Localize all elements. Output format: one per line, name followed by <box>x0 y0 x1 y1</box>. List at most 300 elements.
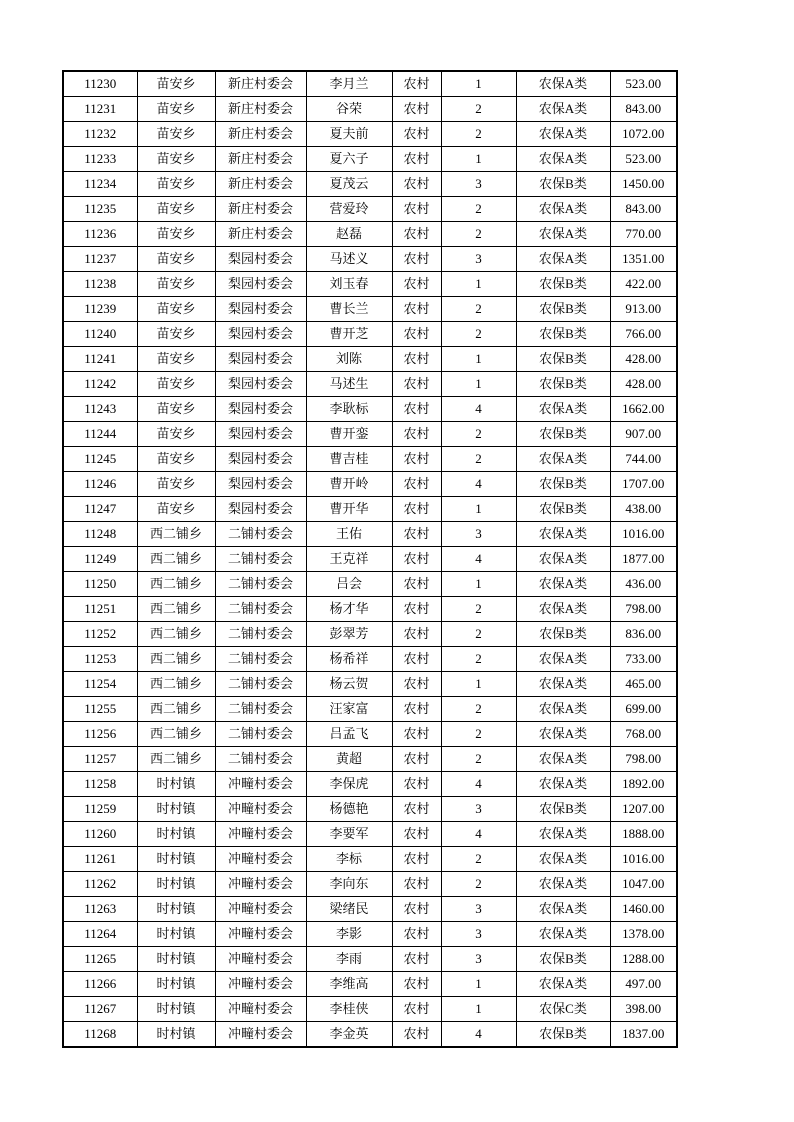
table-cell: 新庄村委会 <box>215 122 306 147</box>
table-cell: 新庄村委会 <box>215 71 306 97</box>
table-cell: 农保A类 <box>516 747 610 772</box>
table-cell: 二铺村委会 <box>215 522 306 547</box>
table-cell: 时村镇 <box>137 1022 215 1048</box>
table-cell: 苗安乡 <box>137 322 215 347</box>
table-row <box>63 372 677 397</box>
table-cell: 农保A类 <box>516 722 610 747</box>
table-cell: 4 <box>441 397 516 422</box>
table-cell: 2 <box>441 847 516 872</box>
table-cell: 农村 <box>392 722 441 747</box>
table-cell: 843.00 <box>610 97 677 122</box>
table-cell: 11253 <box>63 647 137 672</box>
table-row <box>63 872 677 897</box>
table-cell: 农保A类 <box>516 247 610 272</box>
table-cell: 1207.00 <box>610 797 677 822</box>
table-cell: 西二铺乡 <box>137 572 215 597</box>
table-cell: 523.00 <box>610 147 677 172</box>
table-cell: 3 <box>441 947 516 972</box>
table-row <box>63 972 677 997</box>
table-cell: 436.00 <box>610 572 677 597</box>
table-cell: 11248 <box>63 522 137 547</box>
table-cell: 曹开岭 <box>306 472 392 497</box>
table-cell: 新庄村委会 <box>215 222 306 247</box>
table-cell: 11262 <box>63 872 137 897</box>
table-cell: 农保A类 <box>516 547 610 572</box>
table-cell: 西二铺乡 <box>137 647 215 672</box>
table-row <box>63 147 677 172</box>
table-cell: 王佑 <box>306 522 392 547</box>
table-cell: 农保A类 <box>516 147 610 172</box>
table-cell: 11258 <box>63 772 137 797</box>
table-cell: 11260 <box>63 822 137 847</box>
table-cell: 农保B类 <box>516 497 610 522</box>
table-row <box>63 772 677 797</box>
table-row <box>63 122 677 147</box>
table-cell: 1288.00 <box>610 947 677 972</box>
table-cell: 二铺村委会 <box>215 597 306 622</box>
table-cell: 11246 <box>63 472 137 497</box>
table-cell: 农保B类 <box>516 622 610 647</box>
table-row <box>63 947 677 972</box>
table-cell: 冲疃村委会 <box>215 872 306 897</box>
table-cell: 11250 <box>63 572 137 597</box>
table-row <box>63 997 677 1022</box>
table-cell: 1460.00 <box>610 897 677 922</box>
table-cell: 农保A类 <box>516 222 610 247</box>
table-cell: 2 <box>441 122 516 147</box>
table-cell: 11254 <box>63 672 137 697</box>
table-cell: 苗安乡 <box>137 247 215 272</box>
table-cell: 农保B类 <box>516 297 610 322</box>
table-cell: 西二铺乡 <box>137 697 215 722</box>
table-cell: 时村镇 <box>137 822 215 847</box>
table-cell: 农保A类 <box>516 572 610 597</box>
table-cell: 新庄村委会 <box>215 197 306 222</box>
table-cell: 农村 <box>392 347 441 372</box>
table-cell: 李维高 <box>306 972 392 997</box>
table-cell: 11238 <box>63 272 137 297</box>
table-cell: 冲疃村委会 <box>215 947 306 972</box>
table-cell: 11234 <box>63 172 137 197</box>
table-cell: 王克祥 <box>306 547 392 572</box>
table-cell: 冲疃村委会 <box>215 897 306 922</box>
table-cell: 4 <box>441 1022 516 1048</box>
table-cell: 农村 <box>392 122 441 147</box>
table-cell: 农保A类 <box>516 122 610 147</box>
table-cell: 农村 <box>392 772 441 797</box>
table-cell: 2 <box>441 222 516 247</box>
table-cell: 422.00 <box>610 272 677 297</box>
table-cell: 农保A类 <box>516 522 610 547</box>
table-row <box>63 797 677 822</box>
table-cell: 2 <box>441 197 516 222</box>
table-cell: 913.00 <box>610 297 677 322</box>
table-row <box>63 497 677 522</box>
table-cell: 杨德艳 <box>306 797 392 822</box>
table-cell: 2 <box>441 597 516 622</box>
table-cell: 2 <box>441 872 516 897</box>
table-cell: 农保A类 <box>516 397 610 422</box>
table-cell: 农保A类 <box>516 197 610 222</box>
table-cell: 黄超 <box>306 747 392 772</box>
table-cell: 吕会 <box>306 572 392 597</box>
table-cell: 李标 <box>306 847 392 872</box>
table-cell: 夏夫前 <box>306 122 392 147</box>
table-cell: 11236 <box>63 222 137 247</box>
table-cell: 1 <box>441 497 516 522</box>
table-cell: 2 <box>441 622 516 647</box>
table-cell: 农村 <box>392 297 441 322</box>
table-cell: 11237 <box>63 247 137 272</box>
table-cell: 398.00 <box>610 997 677 1022</box>
table-cell: 农村 <box>392 197 441 222</box>
table-cell: 农村 <box>392 372 441 397</box>
table-cell: 西二铺乡 <box>137 622 215 647</box>
table-cell: 798.00 <box>610 747 677 772</box>
table-cell: 冲疃村委会 <box>215 772 306 797</box>
table-cell: 1 <box>441 672 516 697</box>
table-row <box>63 272 677 297</box>
table-cell: 李保虎 <box>306 772 392 797</box>
table-cell: 李耿标 <box>306 397 392 422</box>
table-body <box>63 71 677 1047</box>
table-cell: 11240 <box>63 322 137 347</box>
table-cell: 时村镇 <box>137 997 215 1022</box>
table-cell: 梨园村委会 <box>215 447 306 472</box>
table-cell: 冲疃村委会 <box>215 847 306 872</box>
table-cell: 11268 <box>63 1022 137 1048</box>
table-row <box>63 622 677 647</box>
table-cell: 11249 <box>63 547 137 572</box>
table-cell: 新庄村委会 <box>215 172 306 197</box>
table-cell: 11232 <box>63 122 137 147</box>
table-row <box>63 922 677 947</box>
table-cell: 苗安乡 <box>137 71 215 97</box>
table-cell: 刘玉春 <box>306 272 392 297</box>
table-cell: 苗安乡 <box>137 497 215 522</box>
table-cell: 4 <box>441 822 516 847</box>
table-cell: 497.00 <box>610 972 677 997</box>
table-cell: 苗安乡 <box>137 147 215 172</box>
table-cell: 二铺村委会 <box>215 647 306 672</box>
table-cell: 苗安乡 <box>137 447 215 472</box>
table-cell: 二铺村委会 <box>215 622 306 647</box>
table-cell: 农村 <box>392 847 441 872</box>
table-row <box>63 722 677 747</box>
table-cell: 1 <box>441 147 516 172</box>
table-cell: 农村 <box>392 147 441 172</box>
table-cell: 2 <box>441 447 516 472</box>
table-cell: 农保A类 <box>516 847 610 872</box>
table-cell: 时村镇 <box>137 947 215 972</box>
table-row <box>63 822 677 847</box>
table-row <box>63 197 677 222</box>
table-cell: 曹开华 <box>306 497 392 522</box>
table-cell: 时村镇 <box>137 872 215 897</box>
table-cell: 杨才华 <box>306 597 392 622</box>
table-cell: 农村 <box>392 322 441 347</box>
table-cell: 11243 <box>63 397 137 422</box>
table-cell: 11256 <box>63 722 137 747</box>
table-row <box>63 747 677 772</box>
table-cell: 梨园村委会 <box>215 372 306 397</box>
table-cell: 11264 <box>63 922 137 947</box>
table-row <box>63 697 677 722</box>
table-cell: 时村镇 <box>137 797 215 822</box>
table-cell: 营爱玲 <box>306 197 392 222</box>
table-cell: 农村 <box>392 972 441 997</box>
table-cell: 汪家富 <box>306 697 392 722</box>
table-cell: 冲疃村委会 <box>215 972 306 997</box>
table-cell: 刘陈 <box>306 347 392 372</box>
table-cell: 438.00 <box>610 497 677 522</box>
table-cell: 770.00 <box>610 222 677 247</box>
table-cell: 3 <box>441 897 516 922</box>
table-cell: 农村 <box>392 572 441 597</box>
table-cell: 冲疃村委会 <box>215 797 306 822</box>
table-cell: 农保A类 <box>516 447 610 472</box>
table-cell: 农村 <box>392 97 441 122</box>
table-cell: 二铺村委会 <box>215 747 306 772</box>
table-row <box>63 97 677 122</box>
table-cell: 1378.00 <box>610 922 677 947</box>
table-cell: 曹开銮 <box>306 422 392 447</box>
table-cell: 二铺村委会 <box>215 722 306 747</box>
table-cell: 11251 <box>63 597 137 622</box>
table-cell: 农村 <box>392 622 441 647</box>
table-cell: 11235 <box>63 197 137 222</box>
table-cell: 1016.00 <box>610 847 677 872</box>
table-cell: 梨园村委会 <box>215 297 306 322</box>
table-cell: 3 <box>441 922 516 947</box>
table-cell: 1072.00 <box>610 122 677 147</box>
table-row <box>63 172 677 197</box>
table-cell: 农村 <box>392 997 441 1022</box>
table-cell: 1877.00 <box>610 547 677 572</box>
table-cell: 1351.00 <box>610 247 677 272</box>
table-cell: 农村 <box>392 697 441 722</box>
table-row <box>63 447 677 472</box>
table-cell: 2 <box>441 422 516 447</box>
table-cell: 1892.00 <box>610 772 677 797</box>
table-cell: 农村 <box>392 872 441 897</box>
table-cell: 曹开芝 <box>306 322 392 347</box>
table-cell: 苗安乡 <box>137 172 215 197</box>
table-cell: 梨园村委会 <box>215 347 306 372</box>
table-cell: 时村镇 <box>137 972 215 997</box>
table-cell: 农村 <box>392 222 441 247</box>
table-cell: 农保A类 <box>516 972 610 997</box>
table-cell: 农保A类 <box>516 97 610 122</box>
table-cell: 李金英 <box>306 1022 392 1048</box>
table-row <box>63 897 677 922</box>
table-cell: 新庄村委会 <box>215 147 306 172</box>
table-cell: 农保B类 <box>516 947 610 972</box>
table-cell: 西二铺乡 <box>137 547 215 572</box>
table-cell: 农保B类 <box>516 347 610 372</box>
table-cell: 农村 <box>392 547 441 572</box>
table-cell: 农保A类 <box>516 647 610 672</box>
table-row <box>63 547 677 572</box>
table-cell: 1 <box>441 71 516 97</box>
table-cell: 农村 <box>392 922 441 947</box>
table-cell: 梁绪民 <box>306 897 392 922</box>
table-cell: 农保A类 <box>516 71 610 97</box>
table-cell: 农保B类 <box>516 1022 610 1048</box>
table-cell: 1016.00 <box>610 522 677 547</box>
table-cell: 曹吉桂 <box>306 447 392 472</box>
table-cell: 11263 <box>63 897 137 922</box>
table-cell: 3 <box>441 247 516 272</box>
table-cell: 1662.00 <box>610 397 677 422</box>
table-cell: 西二铺乡 <box>137 597 215 622</box>
table-cell: 843.00 <box>610 197 677 222</box>
table-cell: 11266 <box>63 972 137 997</box>
table-cell: 梨园村委会 <box>215 422 306 447</box>
table-cell: 时村镇 <box>137 847 215 872</box>
table-cell: 农村 <box>392 797 441 822</box>
table-cell: 4 <box>441 772 516 797</box>
table-cell: 谷荣 <box>306 97 392 122</box>
table-cell: 907.00 <box>610 422 677 447</box>
table-cell: 二铺村委会 <box>215 697 306 722</box>
table-cell: 1837.00 <box>610 1022 677 1048</box>
table-cell: 马述义 <box>306 247 392 272</box>
table-cell: 赵磊 <box>306 222 392 247</box>
table-cell: 二铺村委会 <box>215 547 306 572</box>
table-cell: 苗安乡 <box>137 197 215 222</box>
table-cell: 465.00 <box>610 672 677 697</box>
table-cell: 农村 <box>392 71 441 97</box>
table-cell: 李向东 <box>306 872 392 897</box>
table-cell: 4 <box>441 547 516 572</box>
table-cell: 时村镇 <box>137 897 215 922</box>
table-cell: 彭翠芳 <box>306 622 392 647</box>
table-cell: 11233 <box>63 147 137 172</box>
table-row <box>63 672 677 697</box>
table-row <box>63 397 677 422</box>
table-cell: 苗安乡 <box>137 422 215 447</box>
table-cell: 699.00 <box>610 697 677 722</box>
table-cell: 农村 <box>392 897 441 922</box>
table-cell: 523.00 <box>610 71 677 97</box>
table-cell: 农村 <box>392 397 441 422</box>
table-cell: 梨园村委会 <box>215 322 306 347</box>
table-cell: 农保B类 <box>516 172 610 197</box>
table-cell: 农保B类 <box>516 797 610 822</box>
table-cell: 农保B类 <box>516 472 610 497</box>
table-cell: 2 <box>441 97 516 122</box>
table-cell: 梨园村委会 <box>215 472 306 497</box>
table-cell: 3 <box>441 172 516 197</box>
table-cell: 农保A类 <box>516 822 610 847</box>
table-cell: 农村 <box>392 247 441 272</box>
table-cell: 农村 <box>392 647 441 672</box>
table-cell: 二铺村委会 <box>215 672 306 697</box>
table-row <box>63 522 677 547</box>
table-row <box>63 572 677 597</box>
table-cell: 苗安乡 <box>137 97 215 122</box>
table-row <box>63 847 677 872</box>
table-cell: 农村 <box>392 447 441 472</box>
table-cell: 1 <box>441 272 516 297</box>
table-cell: 1707.00 <box>610 472 677 497</box>
table-cell: 曹长兰 <box>306 297 392 322</box>
table-cell: 798.00 <box>610 597 677 622</box>
table-cell: 农保C类 <box>516 997 610 1022</box>
table-row <box>63 322 677 347</box>
table-cell: 夏六子 <box>306 147 392 172</box>
table-cell: 836.00 <box>610 622 677 647</box>
table-cell: 时村镇 <box>137 772 215 797</box>
table-row <box>63 472 677 497</box>
table-cell: 农保A类 <box>516 872 610 897</box>
table-cell: 农保A类 <box>516 897 610 922</box>
table-cell: 马述生 <box>306 372 392 397</box>
table-cell: 农村 <box>392 947 441 972</box>
table-cell: 11259 <box>63 797 137 822</box>
table-row <box>63 647 677 672</box>
table-cell: 11242 <box>63 372 137 397</box>
table-row <box>63 1022 677 1048</box>
table-cell: 11257 <box>63 747 137 772</box>
table-cell: 2 <box>441 697 516 722</box>
table-cell: 农保B类 <box>516 322 610 347</box>
table-cell: 768.00 <box>610 722 677 747</box>
table-cell: 428.00 <box>610 372 677 397</box>
table-cell: 11267 <box>63 997 137 1022</box>
table-cell: 梨园村委会 <box>215 497 306 522</box>
table-cell: 李要军 <box>306 822 392 847</box>
table-cell: 农保A类 <box>516 697 610 722</box>
table-cell: 1047.00 <box>610 872 677 897</box>
table-cell: 西二铺乡 <box>137 722 215 747</box>
table-cell: 时村镇 <box>137 922 215 947</box>
table-cell: 11241 <box>63 347 137 372</box>
table-row <box>63 222 677 247</box>
table-cell: 农村 <box>392 822 441 847</box>
table-cell: 二铺村委会 <box>215 572 306 597</box>
table-cell: 1450.00 <box>610 172 677 197</box>
table-cell: 苗安乡 <box>137 372 215 397</box>
table-cell: 吕孟飞 <box>306 722 392 747</box>
table-cell: 3 <box>441 522 516 547</box>
table-cell: 苗安乡 <box>137 347 215 372</box>
table-cell: 苗安乡 <box>137 397 215 422</box>
table-cell: 农保B类 <box>516 422 610 447</box>
table-cell: 苗安乡 <box>137 272 215 297</box>
table-cell: 11230 <box>63 71 137 97</box>
table-cell: 11244 <box>63 422 137 447</box>
table-cell: 11239 <box>63 297 137 322</box>
table-cell: 农村 <box>392 272 441 297</box>
table-cell: 冲疃村委会 <box>215 922 306 947</box>
table-cell: 11261 <box>63 847 137 872</box>
table-cell: 1 <box>441 347 516 372</box>
table-cell: 1 <box>441 372 516 397</box>
table-cell: 梨园村委会 <box>215 247 306 272</box>
table-cell: 苗安乡 <box>137 222 215 247</box>
table-cell: 2 <box>441 322 516 347</box>
table-cell: 428.00 <box>610 347 677 372</box>
table-cell: 杨希祥 <box>306 647 392 672</box>
table-cell: 11255 <box>63 697 137 722</box>
table-cell: 冲疃村委会 <box>215 1022 306 1048</box>
insurance-roster-table <box>62 70 678 1048</box>
table-cell: 11265 <box>63 947 137 972</box>
table-cell: 夏茂云 <box>306 172 392 197</box>
table-cell: 1888.00 <box>610 822 677 847</box>
